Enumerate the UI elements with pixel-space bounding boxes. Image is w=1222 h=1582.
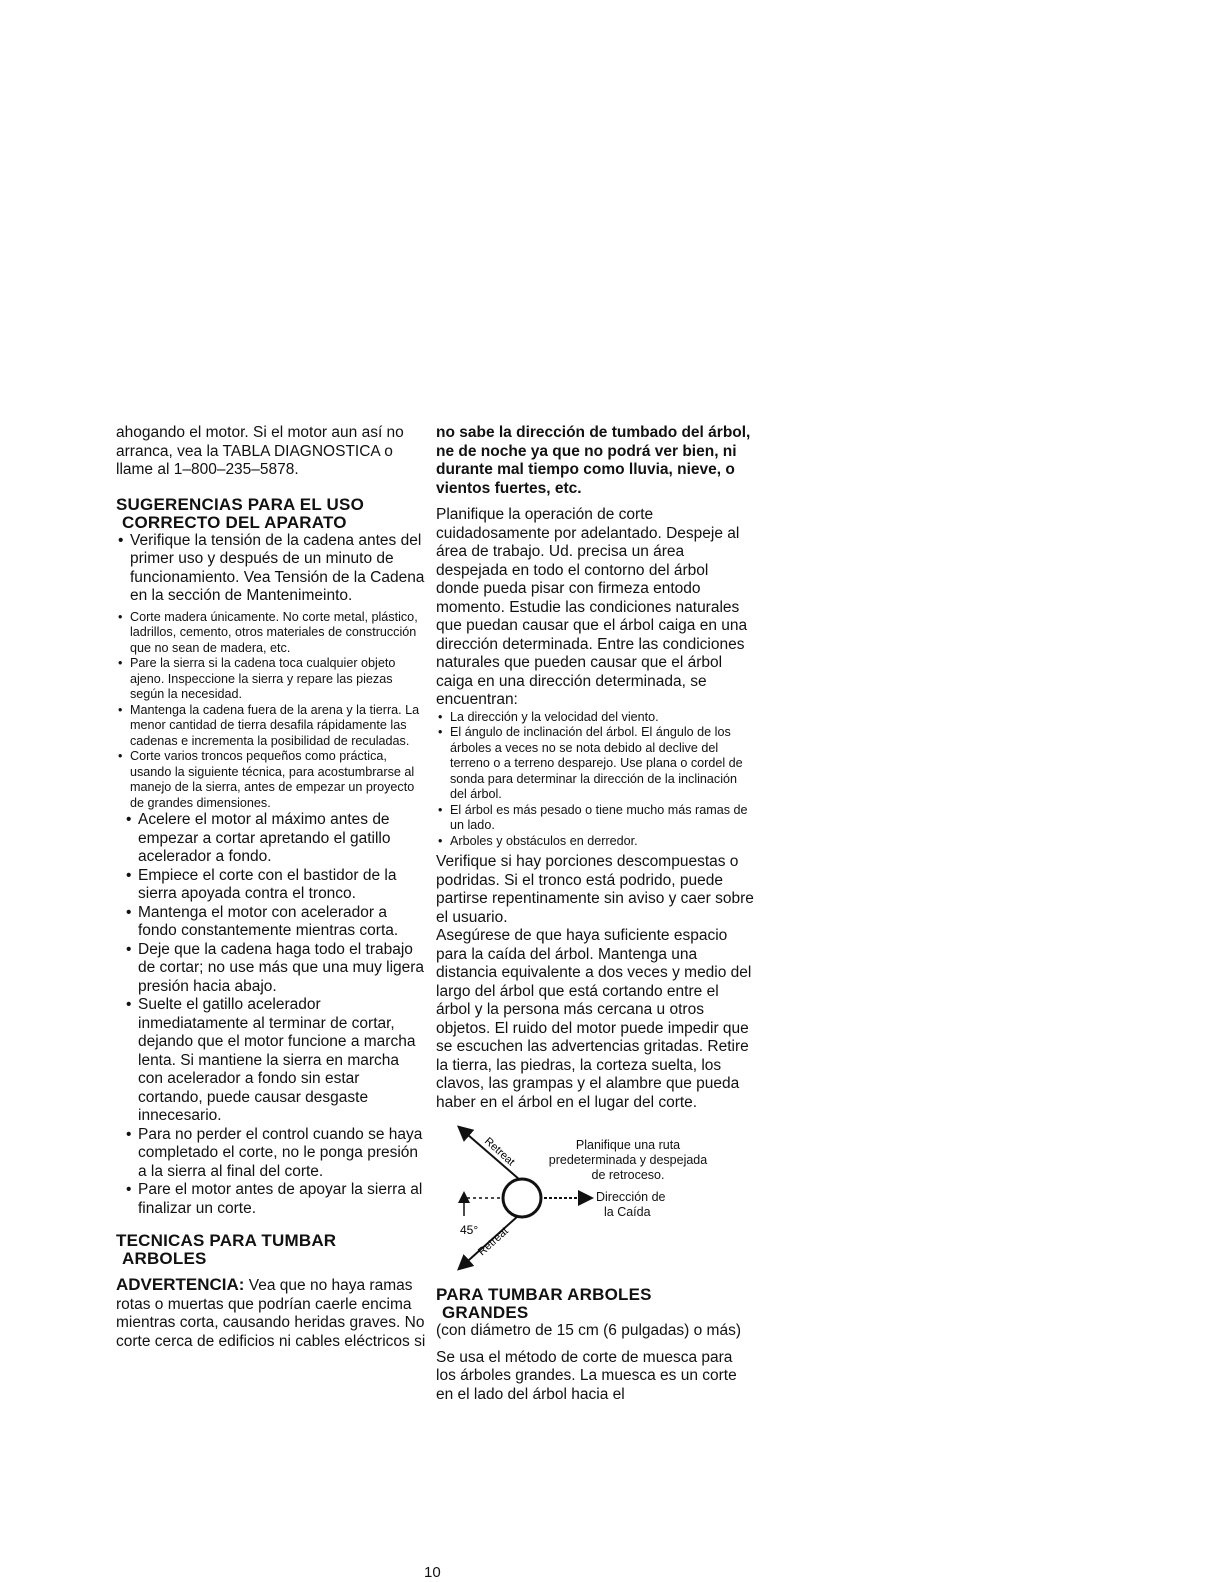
fall-direction-label (596, 1190, 702, 1220)
plan-route-label (524, 1138, 732, 1183)
angle-label: 45° (460, 1223, 479, 1237)
list-item: • Corte varios troncos pequeños como práctica, usando la siguiente técnica, para acostumbrarse al manejo de la sierra, antes de empezar un proyecto de grandes dimensiones. (116, 749, 426, 811)
heading-large-trees-line1: PARA TUMBAR ARBOLES (436, 1285, 652, 1304)
continued-paragraph: no sabe la dirección de tumbado del árbol, ne de noche ya que no podrá ver bien, ni durante mal tiempo como lluvia, nieve, o vientos fuertes, etc. (436, 424, 751, 497)
heading-large-trees-line2: GRANDES (442, 1303, 529, 1322)
heading-usage-tips-line1: SUGERENCIAS PARA EL USO (116, 494, 364, 514)
list-item: • Arboles y obstáculos en derredor. (436, 834, 754, 850)
heading-usage-tips (116, 496, 426, 532)
list-item: • Mantenga la cadena fuera de la arena y la tierra. La menor cantidad de tierra desafila rápidamente las cadenas e incrementa la posibilidad de reculadas. (116, 703, 426, 750)
plan-paragraph: Planifique la operación de corte cuidadosamente por adelantado. Despeje al área de trabajo. Ud. precisa un área despejada en todo el contorno del árbol donde pueda pisar con firmeza entodo momento. Estudie las condiciones naturales que puedan causar que el árbol caiga en una dirección determinada. Entre las condiciones naturales que pueden causar que el árbol caiga en una dirección determinada, se encuentran: (436, 506, 748, 708)
heading-felling-line1: TECNICAS PARA TUMBAR (116, 1231, 337, 1250)
list-item: • La dirección y la velocidad del viento. (436, 710, 754, 726)
page-number: 10 (424, 1564, 441, 1581)
retreat-label-lower: Retreat (475, 1225, 511, 1259)
warning-label: ADVERTENCIA: (116, 1275, 245, 1294)
technique-sub-list (116, 811, 426, 1218)
fall-direction-label-line1: Dirección de (596, 1190, 666, 1204)
diameter-paragraph: (con diámetro de 15 cm (6 pulgadas) o más) (436, 1322, 741, 1339)
plan-route-label-line2: predeterminada y despejada (548, 1153, 708, 1167)
heading-usage-tips-line2: CORRECTO DEL APARATO (122, 512, 347, 532)
list-item: • El ángulo de inclinación del árbol. El ángulo de los árboles a veces no se nota debido al declive del terreno o a terreno desparejo. Use plana o cordel de sonda para determinar la dirección de la inclinación del árbol. (436, 725, 754, 803)
tree-trunk-circle (503, 1179, 541, 1217)
list-item: • El árbol es más pesado o tiene mucho más ramas de un lado. (436, 803, 754, 834)
fall-direction-label-line2: la Caída (604, 1205, 651, 1219)
felling-diagram (436, 1122, 754, 1272)
list-item: • Pare el motor antes de apoyar la sierra al finalizar un corte. (124, 1181, 426, 1218)
retreat-label-upper: Retreat (481, 1135, 517, 1169)
list-item: • Empiece el corte con el bastidor de la sierra apoyada contra el tronco. (124, 867, 426, 904)
list-item: • Verifique la tensión de la cadena antes del primer uso y después de un minuto de funcionamiento. Vea Tensión de la Cadena en la sección de Mantenimeinto. (116, 532, 426, 606)
right-column (436, 424, 754, 1404)
list-item: • Acelere el motor al máximo antes de empezar a cortar apretando el gatillo acelerador a fondo. (124, 811, 426, 867)
list-item: • Corte madera únicamente. No corte metal, plástico, ladrillos, cemento, otros materiales de construcción que no sean de madera, etc. (116, 610, 426, 657)
warning-text: Vea que no haya ramas rotas o muertas que podrían caerle encima mientras corta, causando heridas graves. No corte cerca de edificios ni cables eléctricos si (116, 1277, 426, 1350)
list-item: • Suelte el gatillo acelerador inmediatamente al terminar de cortar, dejando que el motor funcione a marcha lenta. Si mantiene la sierra en marcha con acelerador a fondo sin estar cortando, puede causar desgaste innecesario. (124, 996, 426, 1126)
verify-paragraph: Verifique si hay porciones descompuestas o podridas. Si el tronco está podrido, puede partirse repentinamente sin aviso y caer sobre el usuario. (436, 853, 754, 926)
list-item: • Pare la sierra si la cadena toca cualquier objeto ajeno. Inspeccione la sierra y repare las piezas según la necesidad. (116, 656, 426, 703)
heading-felling-line2: ARBOLES (122, 1249, 207, 1268)
list-item: • Mantenga el motor con acelerador a fondo constantemente mientras corta. (124, 904, 426, 941)
plan-route-label-line1: Planifique una ruta (575, 1138, 681, 1152)
heading-large-trees (436, 1286, 754, 1322)
usage-tips-list (116, 532, 426, 812)
natural-conditions-list (436, 710, 754, 850)
list-item: • Para no perder el control cuando se haya completado el corte, no le ponga presión a la sierra al final del corte. (124, 1126, 426, 1182)
plan-route-label-line3: de retroceso. (591, 1168, 665, 1182)
left-column (116, 424, 426, 1351)
space-paragraph: Asegúrese de que haya suficiente espacio para la caída del árbol. Mantenga una distancia equivalente a dos veces y medio del largo del árbol que está cortando entre el árbol y la persona más cercana u otros objetos. El ruido del motor puede impedir que se escuchen las advertencias gritadas. Retire la tierra, las piedras, la corteza suelta, los clavos, las grampas y el alambre que pueda haber en el árbol en el lugar del corte. (436, 927, 752, 1111)
notch-paragraph: Se usa el método de corte de muesca para los árboles grandes. La muesca es un corte en el lado del árbol hacia el (436, 1348, 737, 1403)
heading-felling-techniques (116, 1232, 426, 1268)
list-item: • Deje que la cadena haga todo el trabajo de cortar; no use más que una muy ligera presión hacia abajo. (124, 941, 426, 997)
intro-paragraph: ahogando el motor. Si el motor aun así no arranca, vea la TABLA DIAGNOSTICA o llame al 1–800–235–5878. (116, 424, 404, 478)
warning-paragraph (116, 1276, 426, 1351)
